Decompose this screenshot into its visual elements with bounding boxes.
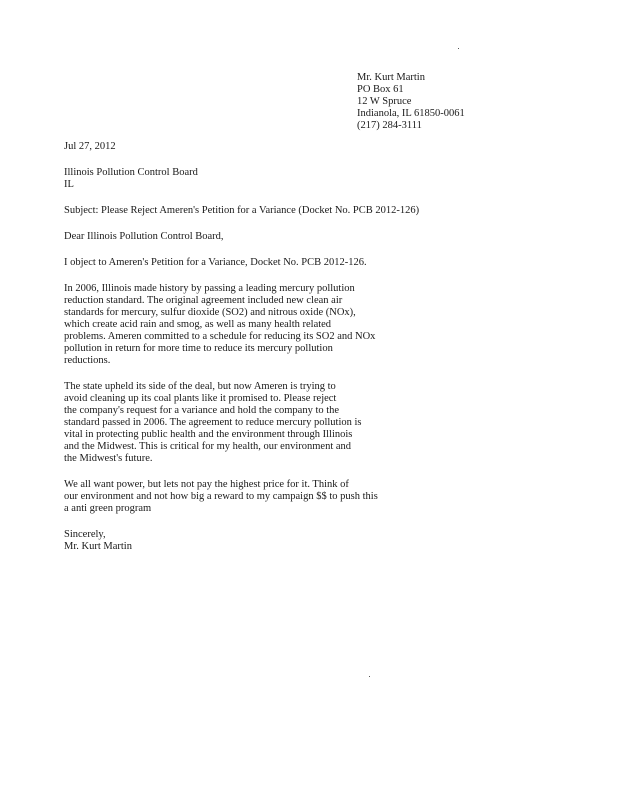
sender-phone: (217) 284-3111: [357, 120, 422, 131]
letter-body: [64, 141, 420, 553]
paragraph-history: [64, 283, 384, 367]
recipient-state: IL: [64, 179, 74, 190]
salutation: Dear Illinois Pollution Control Board,: [64, 231, 224, 242]
paragraph-line: reductions.: [64, 355, 111, 366]
paragraph-request: [64, 381, 384, 465]
paragraph-line: our environment and not how big a reward to my campaign $$ to push this: [64, 491, 378, 502]
scan-speck: [458, 48, 459, 49]
recipient-name: Illinois Pollution Control Board: [64, 167, 198, 178]
paragraph-line: pollution in return for more time to reduce its mercury pollution: [64, 343, 333, 354]
paragraph-line: standard passed in 2006. The agreement to reduce mercury pollution is: [64, 417, 362, 428]
paragraph-line: We all want power, but lets not pay the highest price for it. Think of: [64, 479, 349, 490]
sender-name: Mr. Kurt Martin: [357, 72, 425, 83]
scan-speck: [369, 676, 370, 677]
signature-name: Mr. Kurt Martin: [64, 541, 132, 552]
sender-po-box: PO Box 61: [357, 84, 404, 95]
paragraph-line: the Midwest's future.: [64, 453, 153, 464]
paragraph-line: which create acid rain and smog, as well as many health related: [64, 319, 332, 330]
paragraph-line: avoid cleaning up its coal plants like it promised to. Please reject: [64, 393, 337, 404]
paragraph-line: standards for mercury, sulfur dioxide (SO2) and nitrous oxide (NOx),: [64, 307, 356, 318]
sender-address-block: [357, 72, 465, 132]
paragraph-line: the company's request for a variance and hold the company to the: [64, 405, 340, 416]
paragraph-line: The state upheld its side of the deal, but now Ameren is trying to: [64, 381, 336, 392]
paragraph-line: problems. Ameren committed to a schedule for reducing its SO2 and NOx: [64, 331, 376, 342]
letter-date: Jul 27, 2012: [64, 141, 116, 152]
closing: Sincerely,: [64, 529, 106, 540]
paragraph-line: vital in protecting public health and the environment through Illinois: [64, 429, 353, 440]
sender-street: 12 W Spruce: [357, 96, 412, 107]
intro-sentence: I object to Ameren's Petition for a Variance, Docket No. PCB 2012-126.: [64, 257, 367, 268]
subject-line: Subject: Please Reject Ameren's Petition for a Variance (Docket No. PCB 2012-126): [64, 205, 420, 216]
paragraph-line: In 2006, Illinois made history by passing a leading mercury pollution: [64, 283, 355, 294]
paragraph-closing-thought: [64, 479, 384, 515]
paragraph-line: a anti green program: [64, 503, 152, 514]
sender-city: Indianola, IL 61850-0061: [357, 108, 465, 119]
paragraph-line: reduction standard. The original agreement included new clean air: [64, 295, 343, 306]
paragraph-line: and the Midwest. This is critical for my health, our environment and: [64, 441, 352, 452]
